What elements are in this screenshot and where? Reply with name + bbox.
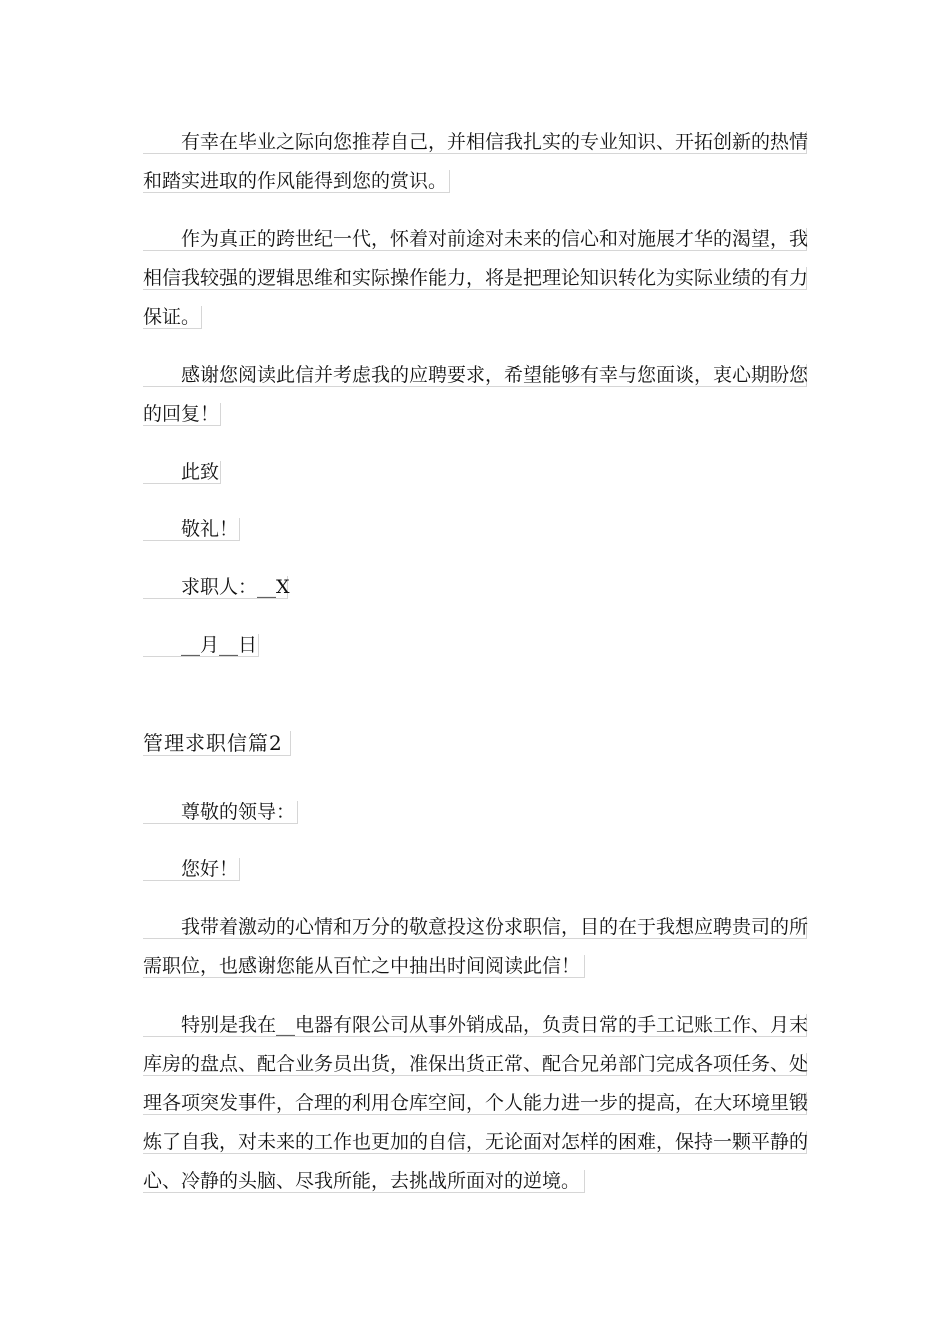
paragraph-line: 特别是我在__电器有限公司从事外销成品，负责日常的手工记账工作、月末 [143,1014,807,1037]
paragraph-line: 和踏实进取的作风能得到您的赏识。 [143,170,450,193]
paragraph-line: 有幸在毕业之际向您推荐自己，并相信我扎实的专业知识、开拓创新的热情 [143,131,807,154]
paragraph-line: 心、冷静的头脑、尽我所能，去挑战所面对的逆境。 [143,1170,585,1193]
paragraph-line: 我带着激动的心情和万分的敬意投这份求职信，目的在于我想应聘贵司的所 [143,916,807,939]
paragraph-line: 需职位，也感谢您能从百忙之中抽出时间阅读此信！ [143,955,585,978]
greeting-line: 您好！ [143,858,240,881]
date-line: __月__日 [143,634,259,657]
signature-line: 求职人：__X [143,576,288,599]
closing-line: 此致 [143,461,221,484]
paragraph-line: 炼了自我，对未来的工作也更加的自信，无论面对怎样的困难，保持一颗平静的 [143,1131,809,1153]
closing-line: 敬礼！ [143,518,240,541]
paragraph-line: 库房的盘点、配合业务员出货，准保出货正常、配合兄弟部门完成各项任务、处 [143,1053,809,1075]
paragraph-line: 理各项突发事件，合理的利用仓库空间，个人能力进一步的提高，在大环境里锻 [143,1092,809,1114]
paragraph-line: 保证。 [143,306,201,328]
paragraph-line: 的回复！ [143,403,220,425]
paragraph-line: 感谢您阅读此信并考虑我的应聘要求，希望能够有幸与您面谈，衷心期盼您 [143,364,807,387]
paragraph-line: 相信我较强的逻辑思维和实际操作能力，将是把理论知识转化为实际业绩的有力 [143,267,809,289]
paragraph-line: 作为真正的跨世纪一代，怀着对前途对未来的信心和对施展才华的渴望，我 [143,228,807,251]
salutation-line: 尊敬的领导： [143,801,298,824]
section-heading: 管理求职信篇2 [143,731,291,756]
